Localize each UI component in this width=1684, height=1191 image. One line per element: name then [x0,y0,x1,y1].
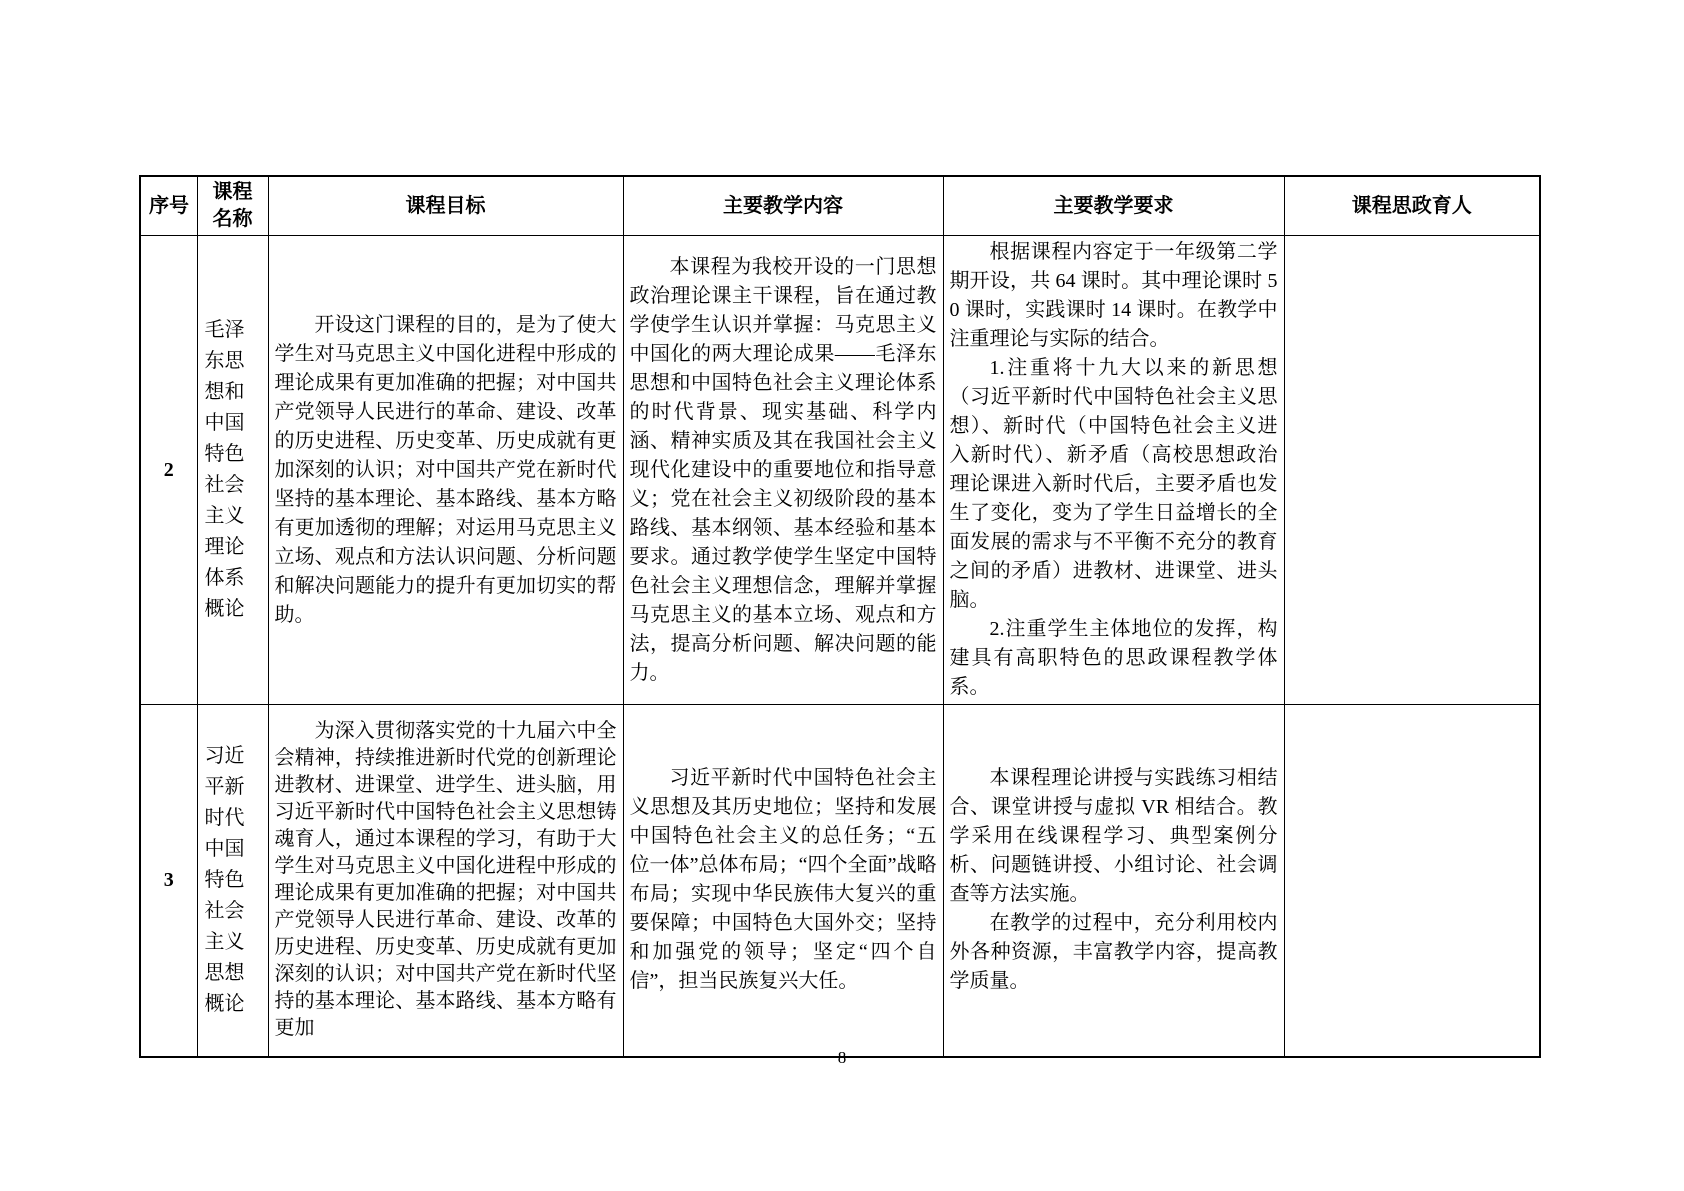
row-requirements [943,236,1284,705]
header-row [140,176,1540,236]
row-serial: 3 [140,705,197,1057]
course-name-vertical: 毛泽 东思 想和 中国 特色 社会 主义 理论 体系 概论 [204,319,245,620]
row-content [623,236,943,705]
objectives-text: 为深入贯彻落实党的十九届六中全会精神，持续推进新时代党的创新理论进教材、进课堂、进学生、进头脑，用习近平新时代中国特色社会主义思想铸魂育人，通过本课程的学习，有助于大学生对马克思主义中国化进程中形成的理论成果有更加准确的把握；对中国共产党领导人民进行革命、建设、改革的历史进程、历史变革、历史成就有更加深刻的认识；对中国共产党在新时代坚持的基本理论、基本路线、基本方略有更加 [274,720,617,1040]
row-course-name [197,705,268,1057]
header-requirements: 主要教学要求 [943,176,1284,236]
row-ideology [1284,236,1540,705]
row-objectives [268,705,623,1057]
header-ideology: 课程思政育人 [1284,176,1540,236]
header-content: 主要教学内容 [623,176,943,236]
row-ideology [1284,705,1540,1057]
course-name-vertical: 习近 平新 时代 中国 特色 社会 主义 思想 概论 [204,744,245,1015]
row-requirements [943,705,1284,1057]
objectives-text: 开设这门课程的目的，是为了使大学生对马克思主义中国化进程中形成的理论成果有更加准确的把握；对中国共产党领导人民进行的革命、建设、改革的历史进程、历史变革、历史成就有更加深刻的认识；对中国共产党在新时代坚持的基本理论、基本路线、基本方略有更加透彻的理解；对运用马克思主义立场、观点和方法认识问题、分析问题和解决问题能力的提升有更加切实的帮助。 [274,313,617,626]
row-objectives [268,236,623,705]
row-content [623,705,943,1057]
header-course-name [197,176,268,236]
course-table [139,175,1541,1058]
content-text: 习近平新时代中国特色社会主义思想及其历史地位；坚持和发展中国特色社会主义的总任务；“五位一体”总体布局；“四个全面”战略布局；实现中华民族伟大复兴的重要保障；中国特色大国外交；坚持和加强党的领导；坚定“四个自信”，担当民族复兴大任。 [629,767,937,993]
header-objectives: 课程目标 [268,176,623,236]
header-serial [140,176,197,236]
requirements-text: 本课程理论讲授与实践练习相结合、课堂讲授与虚拟 VR 相结合。教学采用在线课程学习、典型案例分析、问题链讲授、小组讨论、社会调查等方法实施。 在教学的过程中，充分利用校内外各种资源，丰富教学内容，提高教学质量。 [949,767,1278,993]
page-number: 8 [837,1048,847,1067]
row-course-name [197,236,268,705]
header-serial-label: 序号 [149,194,189,217]
table-row [140,236,1540,705]
table-row [140,705,1540,1057]
row-serial: 2 [140,236,197,705]
requirements-text: 根据课程内容定于一年级第二学期开设，共 64 课时。其中理论课时 50 课时，实践课时 14 课时。在教学中注重理论与实际的结合。 1.注重将十九大以来的新思想（习近平新时代中国特色社会主义思想）、新时代（中国特色社会主义进入新时代）、新矛盾（高校思想政治理论课进入新时代后，主要矛盾也发生了变化，变为了学生日益增长的全面发展的需求与不平衡不充分的教育之间的矛盾）进教材、进课堂、进头脑。 2.注重学生主体地位的发挥，构建具有高职特色的思政课程教学体系。 [949,241,1278,698]
header-course-name-label: 课程名称 [212,181,253,230]
content-text: 本课程为我校开设的一门思想政治理论课主干课程，旨在通过教学使学生认识并掌握：马克思主义中国化的两大理论成果——毛泽东思想和中国特色社会主义理论体系的时代背景、现实基础、科学内涵、精神实质及其在我国社会主义现代化建设中的重要地位和指导意义；党在社会主义初级阶段的基本路线、基本纲领、基本经验和基本要求。通过教学使学生坚定中国特色社会主义理想信念，理解并掌握马克思主义的基本立场、观点和方法，提高分析问题、解决问题的能力。 [629,255,937,684]
